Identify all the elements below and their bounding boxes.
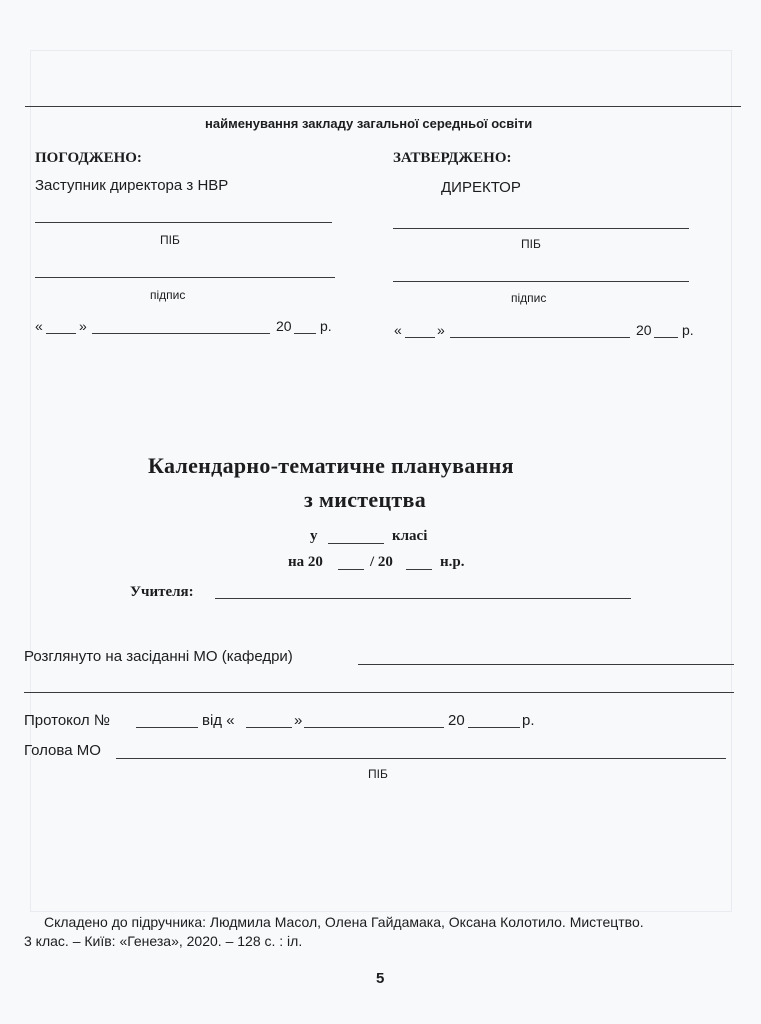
protocol-label: Протокол № bbox=[24, 712, 110, 729]
approved-right-date-close-quote: » bbox=[437, 322, 445, 338]
class-field[interactable] bbox=[328, 543, 384, 544]
reviewed-field[interactable] bbox=[358, 664, 734, 665]
head-label: Голова МО bbox=[24, 742, 101, 759]
protocol-year-field[interactable] bbox=[468, 727, 520, 728]
textbook-footnote-line2: 3 клас. – Київ: «Генеза», 2020. – 128 с. : іл. bbox=[24, 933, 303, 949]
approved-left-name-caption: ПІБ bbox=[160, 233, 180, 247]
approved-right-role: ДИРЕКТОР bbox=[441, 179, 521, 196]
approved-left-year-field[interactable] bbox=[294, 333, 316, 334]
reviewed-label: Розглянуто на засіданні МО (кафедри) bbox=[24, 648, 293, 665]
approved-right-signature-field[interactable] bbox=[393, 281, 689, 282]
year-start-field[interactable] bbox=[338, 569, 364, 570]
year-line-middle: / 20 bbox=[370, 554, 393, 570]
textbook-footnote-line1: Складено до підручника: Людмила Масол, Олена Гайдамака, Оксана Колотило. Мистецтво. bbox=[44, 914, 644, 930]
approved-left-name-field[interactable] bbox=[35, 222, 332, 223]
approved-left-year-prefix: 20 bbox=[276, 318, 292, 334]
head-name-field[interactable] bbox=[116, 758, 726, 759]
approved-right-signature-caption: підпис bbox=[511, 291, 547, 305]
document-title-line1: Календарно-тематичне планування bbox=[148, 453, 514, 478]
year-line-prefix: на 20 bbox=[288, 554, 323, 570]
approved-right-date-open-quote: « bbox=[394, 322, 402, 338]
class-line-suffix: класі bbox=[392, 528, 428, 544]
protocol-year-prefix: 20 bbox=[448, 712, 465, 729]
approved-left-signature-caption: підпис bbox=[150, 288, 186, 302]
protocol-year-suffix: р. bbox=[522, 712, 535, 729]
approved-left-day-field[interactable] bbox=[46, 333, 76, 334]
institution-caption: найменування закладу загальної середньої освіти bbox=[205, 116, 533, 131]
document-title-line2: з мистецтва bbox=[304, 487, 427, 512]
approved-right-month-field[interactable] bbox=[450, 337, 630, 338]
approved-left-year-suffix: р. bbox=[320, 318, 332, 334]
approved-right-day-field[interactable] bbox=[405, 337, 435, 338]
institution-line bbox=[25, 106, 741, 107]
approved-left-role: Заступник директора з НВР bbox=[35, 177, 229, 194]
protocol-number-field[interactable] bbox=[136, 727, 198, 728]
year-end-field[interactable] bbox=[406, 569, 432, 570]
teacher-field[interactable] bbox=[215, 598, 631, 599]
approved-right-name-field[interactable] bbox=[393, 228, 689, 229]
approved-left-date-close-quote: » bbox=[79, 318, 87, 334]
approved-right-heading: ЗАТВЕРДЖЕНО: bbox=[393, 150, 512, 166]
approved-right-year-prefix: 20 bbox=[636, 322, 652, 338]
approved-left-date-open-quote: « bbox=[35, 318, 43, 334]
head-name-caption: ПІБ bbox=[368, 767, 388, 781]
approved-left-month-field[interactable] bbox=[92, 333, 270, 334]
reviewed-field-continuation[interactable] bbox=[24, 692, 734, 693]
approved-left-signature-field[interactable] bbox=[35, 277, 335, 278]
protocol-from: від « bbox=[202, 712, 235, 729]
teacher-label: Учителя: bbox=[130, 584, 194, 600]
protocol-close-quote: » bbox=[294, 712, 303, 729]
protocol-day-field[interactable] bbox=[246, 727, 292, 728]
approved-right-year-suffix: р. bbox=[682, 322, 694, 338]
class-line-prefix: у bbox=[310, 528, 318, 544]
protocol-month-field[interactable] bbox=[304, 727, 444, 728]
year-line-suffix: н.р. bbox=[440, 554, 465, 570]
approved-right-year-field[interactable] bbox=[654, 337, 678, 338]
approved-left-heading: ПОГОДЖЕНО: bbox=[35, 150, 142, 166]
page-number: 5 bbox=[376, 970, 385, 987]
approved-right-name-caption: ПІБ bbox=[521, 237, 541, 251]
